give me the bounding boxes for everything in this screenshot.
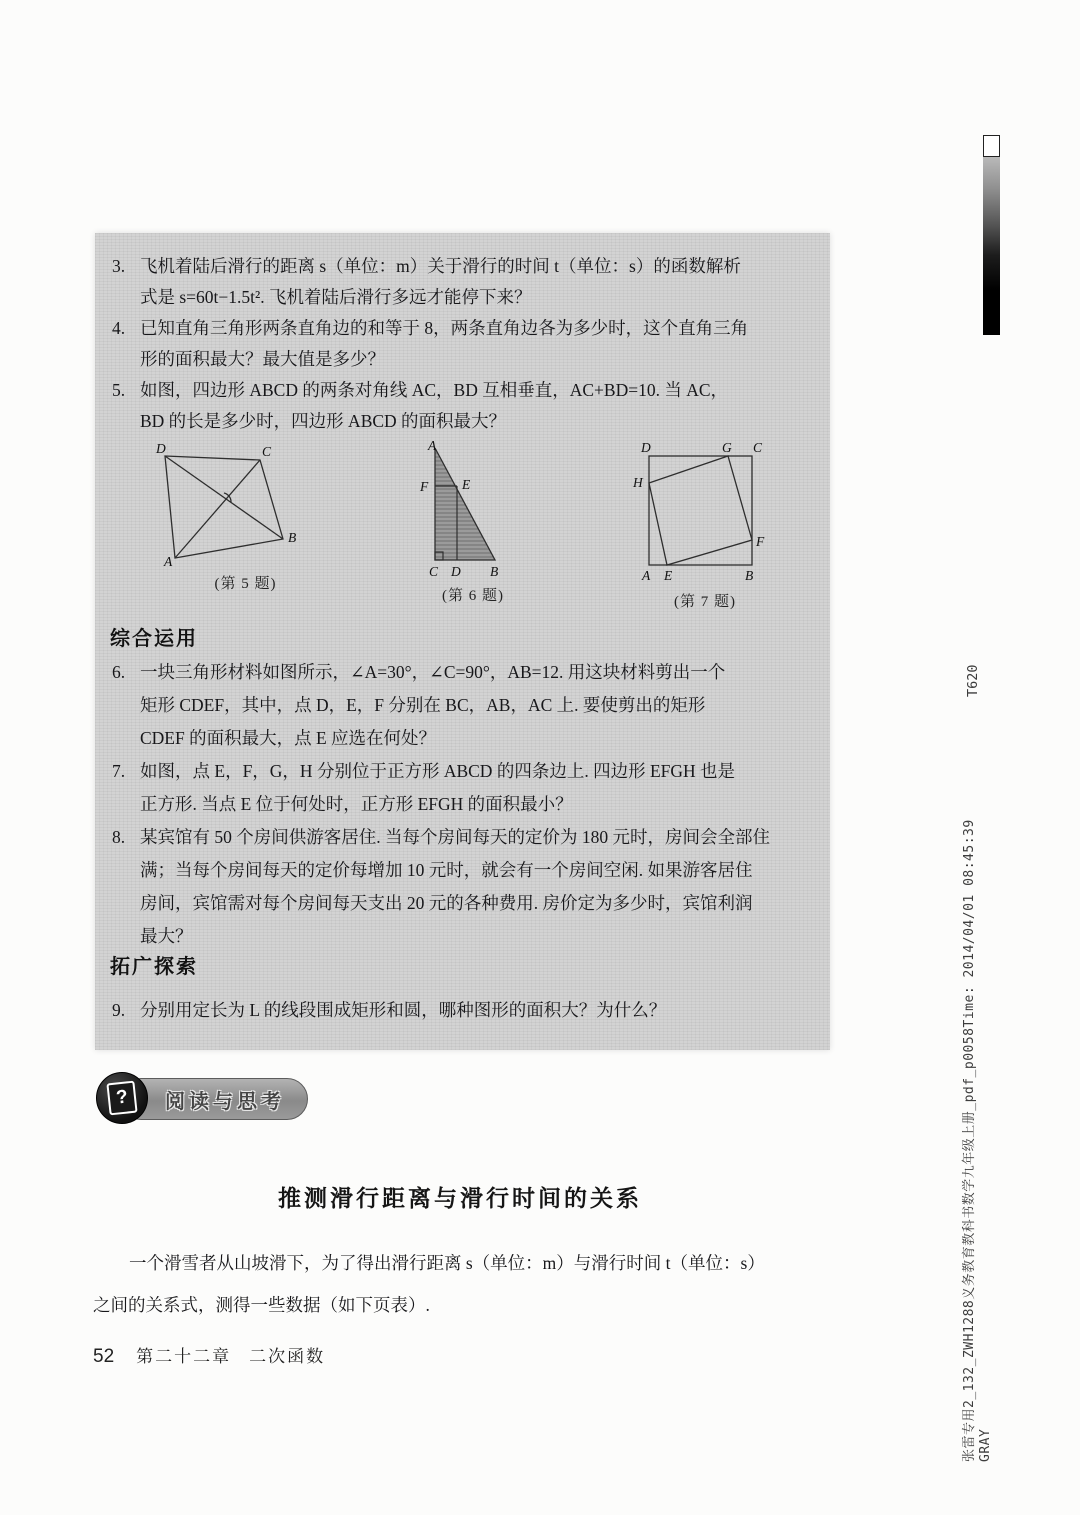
problem-number: 3. (112, 256, 126, 276)
scan-code-text: T620 (965, 664, 981, 697)
question-book-icon (96, 1072, 148, 1124)
svg-text:B: B (745, 568, 754, 583)
problem-line: 正方形. 当点 E 位于何处时，正方形 EFGH 的面积最小？ (140, 794, 573, 814)
svg-text:D: D (156, 441, 166, 456)
page-footer (93, 1342, 325, 1368)
problem-number: 7. (112, 761, 126, 781)
figure-problem-6 (418, 440, 528, 605)
problem-line: 满；当每个房间每天的定价每增加 10 元时，就会有一个房间空闲. 如果游客居住 (140, 860, 753, 880)
scan-watermark-text (962, 700, 994, 1462)
svg-text:C: C (262, 444, 272, 459)
problem-number: 8. (112, 827, 126, 847)
calibration-white-patch (983, 135, 1000, 157)
svg-text:E: E (462, 477, 471, 492)
problem-line: 最大？ (140, 926, 193, 946)
quadrilateral-diagram (138, 440, 353, 568)
svg-text:A: A (642, 568, 651, 583)
watermark-line: 张雷专用2_132_ZWH1288义务教育教科书数学九年级上册_pdf_p0058Time: 2014/04/01 08:45:39 (962, 819, 977, 1462)
problem-9-body (112, 994, 824, 1027)
problem-line: 如图，点 E，F，G，H 分别位于正方形 ABCD 的四条边上. 四边形 EFGH 也是 (140, 761, 736, 781)
paragraph-line: 之间的关系式，测得一些数据（如下页表）. (93, 1295, 430, 1315)
problem-line: 矩形 CDEF，其中，点 D，E，F 分别在 BC，AB，AC 上. 要使剪出的矩形 (140, 695, 706, 715)
calibration-gradient (983, 157, 1000, 335)
svg-text:B: B (288, 530, 297, 545)
problem-line: 已知直角三角形两条直角边的和等于 8，两条直角边各为多少时，这个直角三角 (140, 318, 749, 338)
problem-line: 式是 s=60t−1.5t². 飞机着陆后滑行多远才能停下来？ (140, 287, 532, 307)
figure-problem-7 (625, 438, 785, 611)
chapter-title: 二次函数 (249, 1347, 326, 1366)
svg-text:B: B (490, 564, 499, 579)
svg-text:D: D (641, 440, 651, 455)
svg-text:E: E (664, 568, 673, 583)
question-mark-glyph: ? (106, 1081, 137, 1116)
problem-number: 4. (112, 318, 126, 338)
paragraph-line: 一个滑雪者从山坡滑下，为了得出滑行距离 s（单位：m）与滑行时间 t（单位：s） (129, 1253, 765, 1273)
nested-squares-diagram (625, 438, 785, 586)
watermark-gray-label: GRAY (978, 1428, 993, 1462)
reading-paragraph (93, 1242, 833, 1326)
svg-text:F: F (756, 534, 765, 549)
section-heading-explore: 拓广探索 (110, 956, 198, 978)
figure-caption: (第 5 题) (214, 576, 277, 592)
problem-line: CDEF 的面积最大，点 E 应选在何处？ (140, 728, 437, 748)
problem-line: BD 的长是多少时，四边形 ABCD 的面积最大？ (140, 411, 507, 431)
chapter-label: 第二十二章 (136, 1347, 232, 1366)
svg-text:C: C (753, 440, 763, 455)
scan-calibration-bar (983, 135, 1000, 335)
problem-6 (112, 656, 824, 755)
problem-number: 9. (112, 1000, 126, 1020)
problem-line: 分别用定长为 L 的线段围成矩形和圆，哪种图形的面积大？为什么？ (140, 1000, 667, 1020)
page-number: 52 (93, 1346, 115, 1367)
badge-label: 阅读与思考 (165, 1090, 285, 1113)
svg-text:F: F (420, 479, 429, 494)
svg-text:A: A (164, 554, 173, 568)
problem-line: 一块三角形材料如图所示，∠A=30°，∠C=90°，AB=12. 用这块材料剪出一个 (140, 662, 726, 682)
badge-pill (120, 1078, 308, 1120)
section-heading-comprehensive: 综合运用 (110, 628, 198, 650)
svg-text:A: A (428, 440, 437, 453)
problem-8 (112, 821, 824, 953)
problem-7 (112, 755, 824, 821)
problems-3-5 (112, 251, 824, 437)
problem-5 (112, 375, 824, 437)
svg-text:G: G (722, 440, 732, 455)
svg-text:H: H (633, 475, 643, 490)
problem-line: 某宾馆有 50 个房间供游客居住. 当每个房间每天的定价为 180 元时，房间会全部住 (140, 827, 770, 847)
triangle-diagram (418, 440, 528, 580)
problem-line: 如图，四边形 ABCD 的两条对角线 AC，BD 互相垂直，AC+BD=10. 当 AC， (140, 380, 729, 400)
figure-problem-5 (138, 440, 353, 593)
problem-number: 5. (112, 380, 126, 400)
chapter-info (136, 1342, 325, 1367)
figure-caption: (第 6 题) (442, 588, 504, 604)
svg-text:D: D (451, 564, 461, 579)
problem-number: 6. (112, 662, 126, 682)
problem-line: 飞机着陆后滑行的距离 s（单位：m）关于滑行的时间 t（单位：s）的函数解析 (140, 256, 741, 276)
problems-6-8 (112, 656, 824, 953)
figure-caption: (第 7 题) (674, 594, 736, 610)
problem-line: 形的面积最大？最大值是多少？ (140, 349, 385, 369)
problem-9 (112, 994, 824, 1027)
reading-title: 推测滑行距离与滑行时间的关系 (278, 1186, 642, 1211)
problem-3 (112, 251, 824, 313)
svg-text:C: C (429, 564, 439, 579)
problem-line: 房间，宾馆需对每个房间每天支出 20 元的各种费用. 房价定为多少时，宾馆利润 (140, 893, 753, 913)
problem-4 (112, 313, 824, 375)
